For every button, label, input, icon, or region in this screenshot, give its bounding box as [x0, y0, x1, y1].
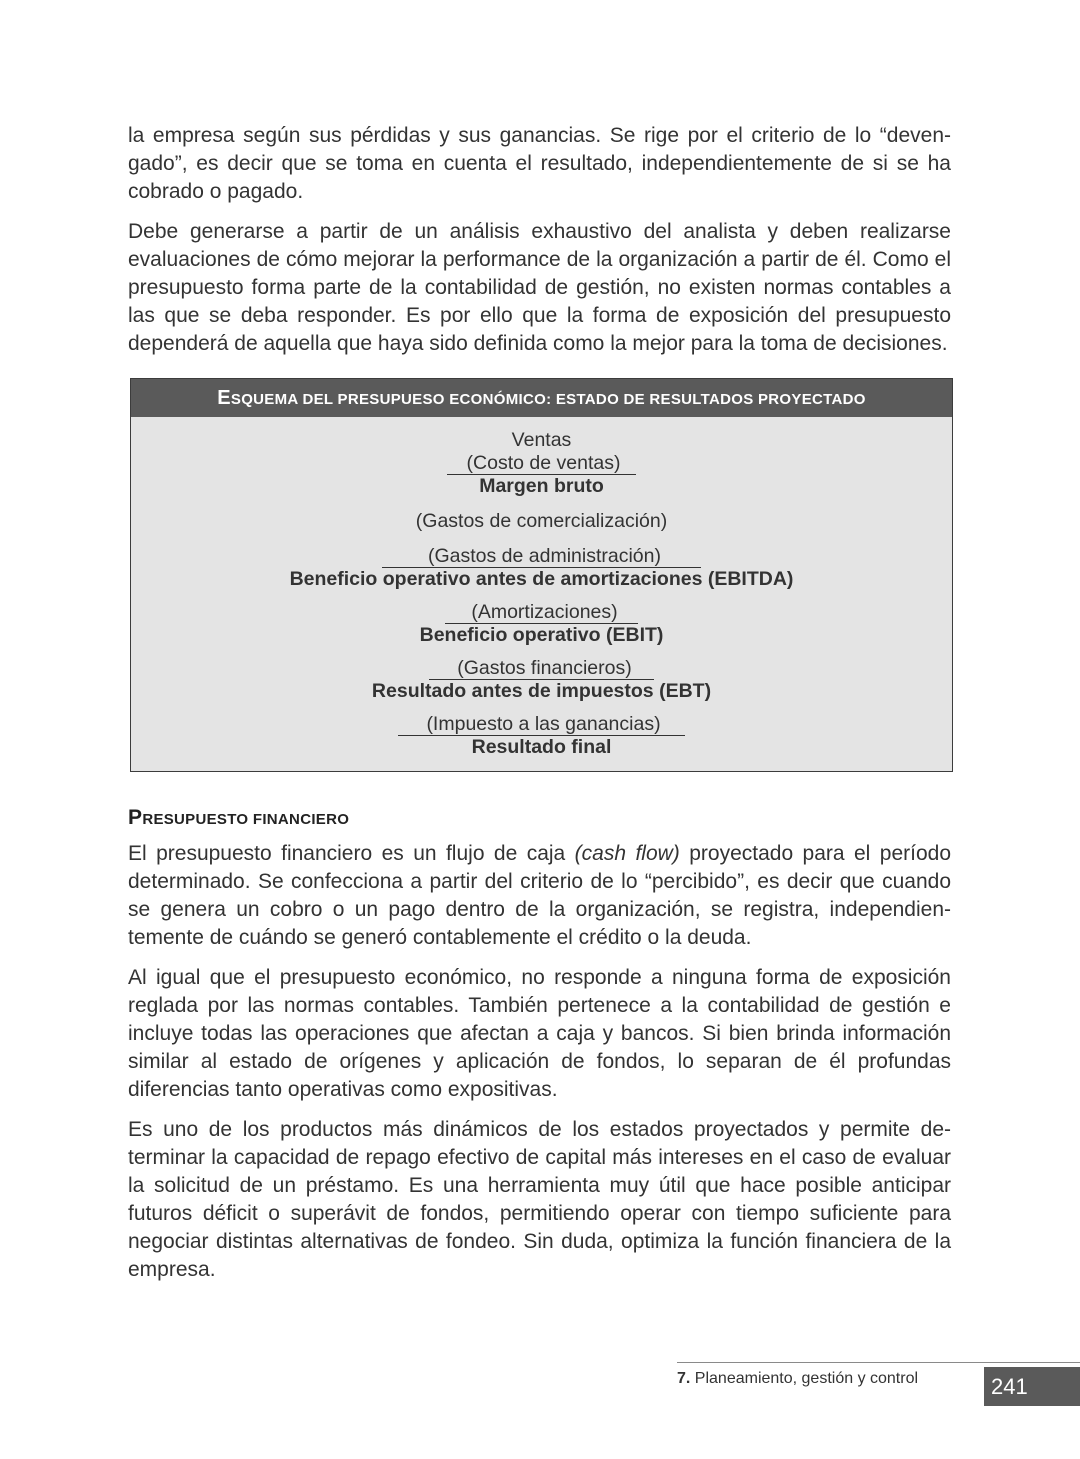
paragraph-normas: Al igual que el presupuesto económico, no responde a ninguna forma de exposición reglada por las normas contables. También pertenece a la contabilidad de gestión e incluye todas las operaciones que afectan a caja y bancos. Si bien brinda información similar al estado de orígenes y aplicación de fondos, lo separan de él profundas diferencias tanto operativas como expositivas. [128, 966, 951, 1101]
title-rest: SQUEMA DEL PRESUPUESO ECONÓMICO: ESTADO DE RESULTADOS PROYECTADO [230, 391, 866, 408]
page-number: 241 [984, 1367, 1080, 1406]
line-resultado-final: Resultado final [471, 736, 612, 758]
line-margen-bruto: Margen bruto [479, 475, 604, 497]
line-amortizaciones [131, 601, 952, 624]
section-rest: RESUPUESTO FINANCIERO [142, 811, 350, 828]
costo-ventas-text: (Costo de ventas) [447, 453, 637, 475]
section-heading [128, 806, 951, 830]
amortizaciones-text: (Amortizaciones) [445, 602, 637, 624]
esquema-box [130, 378, 953, 772]
impuesto-text: (Impuesto a las ganancias) [398, 714, 684, 736]
paragraph-dinamicos: Es uno de los productos más dinámicos de los estados proyectados y permite determinar la capacidad de repago efectivo de capital más intereses en el caso de evaluar la solicitud de un préstamo. Es una herramienta muy útil que hace posible anticipar futuros déficit o superávit de fondos, permitiendo operar con tiempo suficiente para negociar distintas alternativas de fondeo. Sin duda, optimiza la función financiera de la empresa. [128, 1118, 951, 1281]
esquema-box-title [131, 379, 952, 417]
line-gastos-comercializacion: (Gastos de comercialización) [415, 510, 668, 532]
chapter-number: 7. [677, 1370, 691, 1387]
line-ebit: Beneficio operativo (EBIT) [419, 624, 664, 646]
footer-chapter [677, 1370, 918, 1388]
chapter-title: Planeamiento, gestión y control [690, 1370, 919, 1387]
line-ebt: Resultado antes de impuestos (EBT) [371, 680, 712, 702]
cashflow-italic: (cash flow) [574, 842, 680, 865]
footer-rule [677, 1362, 1080, 1363]
line-gastos-financieros [131, 657, 952, 680]
line-ebitda: Beneficio operativo antes de amortizaciones (EBITDA) [289, 568, 794, 590]
line-costo-ventas [131, 452, 952, 475]
section-initial: P [128, 806, 143, 829]
esquema-box-body [131, 417, 952, 771]
title-initial: E [217, 387, 231, 409]
line-ventas: Ventas [511, 429, 572, 451]
line-impuesto [131, 713, 952, 736]
line-gastos-administracion [131, 545, 952, 568]
cashflow-after: proyectado para el período determinado. Se confecciona a partir del criterio de lo “percibido”, es decir que cuando se genera un cobro o un pago dentro de la organización, se registra, independientemente de cuándo se generó contablemente el crédito o la deuda. [128, 842, 952, 949]
gastos-financieros-text: (Gastos financieros) [429, 658, 653, 680]
paragraph-analisis: Debe generarse a partir de un análisis exhaustivo del analista y deben realizarse evaluaciones de cómo mejorar la performance de la organización a partir de él. Como el presupuesto forma parte de la contabilidad de gestión, no existen normas contables a las que se deba responder. Es por ello que la forma de exposición del presupuesto dependerá de aquella que haya sido definida como la mejor para la toma de decisiones. [128, 220, 951, 355]
gastos-administracion-text: (Gastos de administración) [382, 546, 701, 568]
cashflow-before: El presupuesto financiero es un flujo de caja [128, 842, 575, 865]
paragraph-cash-flow [128, 840, 951, 952]
paragraph-devengado: la empresa según sus pérdidas y sus ganancias. Se rige por el criterio de lo “devengado”, es decir que se toma en cuenta el resultado, independientemente de si se ha cobrado o pagado. [128, 124, 951, 203]
page-content [128, 122, 951, 1296]
